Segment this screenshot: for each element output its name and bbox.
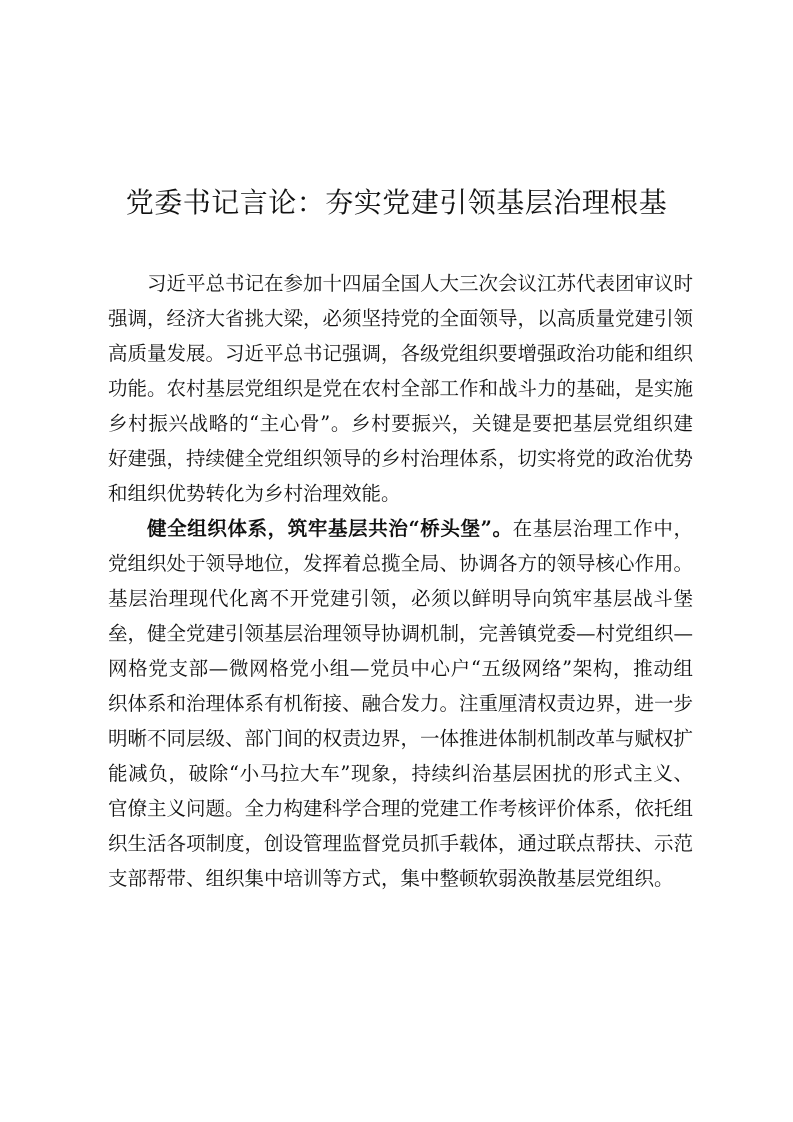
paragraph-organization	[108, 511, 693, 896]
paragraph-intro	[108, 266, 693, 511]
document-title: 党委书记言论：夯实党建引领基层治理根基	[125, 186, 668, 219]
paragraph-lead: 健全组织体系，筑牢基层共治“桥头堡”。	[147, 517, 513, 540]
document-body	[108, 266, 693, 896]
paragraph-text: 在基层治理工作中，党组织处于领导地位，发挥着总揽全局、协调各方的领导核心作用。基层治理现代化离不开党建引领，必须以鲜明导向筑牢基层战斗堡垒，健全党建引领基层治理领导协调机制，完善镇党委—村党组织—网格党支部—微网格党小组—党员中心户“五级网络”架构，推动组织体系和治理体系有机衔接、融合发力。注重厘清权责边界，进一步明晰不同层级、部门间的权责边界，一体推进体制机制改革与赋权扩能减负，破除“小马拉大车”现象，持续纠治基层困扰的形式主义、官僚主义问题。全力构建科学合理的党建工作考核评价体系，依托组织生活各项制度，创设管理监督党员抓手载体，通过联点帮扶、示范支部帮带、组织集中培训等方式，集中整顿软弱涣散基层党组织。	[108, 517, 694, 890]
paragraph-text: 习近平总书记在参加十四届全国人大三次会议江苏代表团审议时强调，经济大省挑大梁，必须坚持党的全面领导，以高质量党建引领高质量发展。习近平总书记强调，各级党组织要增强政治功能和组织功能。农村基层党组织是党在农村全部工作和战斗力的基础，是实施乡村振兴战略的“主心骨”。乡村要振兴，关键是要把基层党组织建好建强，持续健全党组织领导的乡村治理体系，切实将党的政治优势和组织优势转化为乡村治理效能。	[108, 272, 694, 505]
